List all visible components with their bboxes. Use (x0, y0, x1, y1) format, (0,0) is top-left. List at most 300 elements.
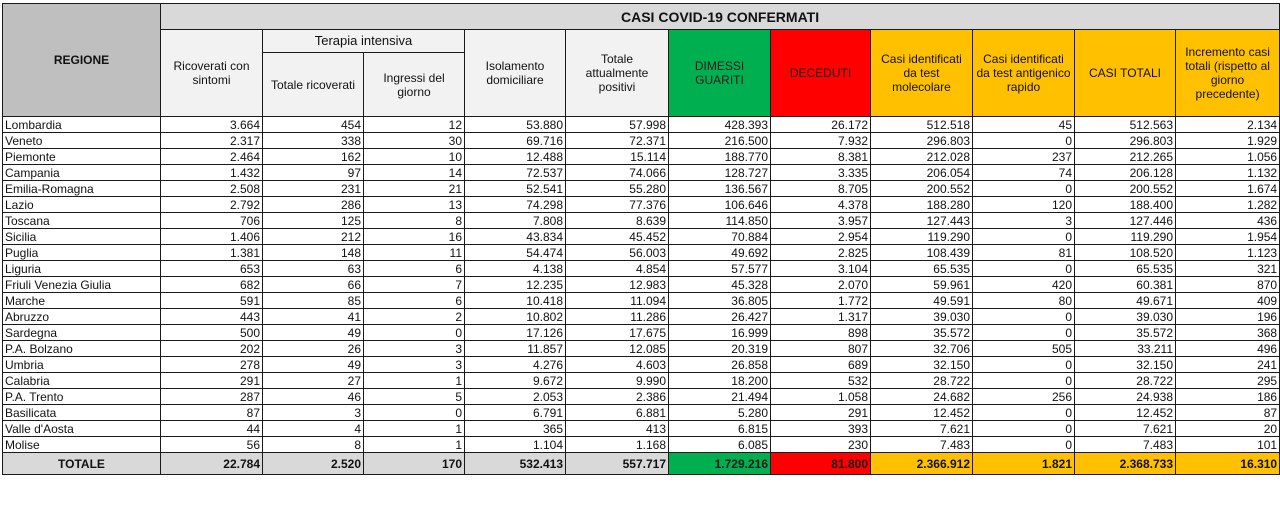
cell-casi-totali: 108.520 (1075, 245, 1176, 261)
cell-deceduti: 8.705 (771, 181, 871, 197)
cell-casi-totali: 12.452 (1075, 405, 1176, 421)
cell-regione: Campania (3, 165, 161, 181)
header-molecolare: Casi identificati da test molecolare (871, 30, 973, 117)
cell-ti-ingressi: 6 (364, 293, 465, 309)
cell-incremento: 241 (1176, 357, 1280, 373)
cell-casi-totali: 188.400 (1075, 197, 1176, 213)
cell-incremento: 87 (1176, 405, 1280, 421)
cell-incremento: 1.929 (1176, 133, 1280, 149)
total-ricoverati: 22.784 (161, 453, 263, 475)
cell-dimessi: 36.805 (669, 293, 771, 309)
total-incremento: 16.310 (1176, 453, 1280, 475)
cell-casi-totali: 24.938 (1075, 389, 1176, 405)
cell-ti-totale: 212 (263, 229, 364, 245)
cell-regione: Sicilia (3, 229, 161, 245)
cell-molecolare: 35.572 (871, 325, 973, 341)
cell-casi-totali: 512.563 (1075, 117, 1176, 133)
cell-ricoverati: 2.464 (161, 149, 263, 165)
cell-regione: Basilicata (3, 405, 161, 421)
table-row (3, 181, 1280, 197)
header-deceduti: DECEDUTI (771, 30, 871, 117)
cell-isolamento: 12.235 (465, 277, 566, 293)
cell-molecolare: 7.621 (871, 421, 973, 437)
cell-incremento: 1.132 (1176, 165, 1280, 181)
cell-casi-totali: 200.552 (1075, 181, 1176, 197)
cell-ti-ingressi: 5 (364, 389, 465, 405)
cell-casi-totali: 7.483 (1075, 437, 1176, 453)
cell-ti-totale: 27 (263, 373, 364, 389)
cell-dimessi: 216.500 (669, 133, 771, 149)
cell-isolamento: 69.716 (465, 133, 566, 149)
total-positivi: 557.717 (566, 453, 669, 475)
cell-regione: Piemonte (3, 149, 161, 165)
cell-ricoverati: 682 (161, 277, 263, 293)
cell-ti-totale: 66 (263, 277, 364, 293)
cell-ti-totale: 49 (263, 325, 364, 341)
header-dimessi: DIMESSI GUARITI (669, 30, 771, 117)
cell-ti-totale: 162 (263, 149, 364, 165)
cell-isolamento: 10.418 (465, 293, 566, 309)
cell-ti-totale: 49 (263, 357, 364, 373)
cell-isolamento: 72.537 (465, 165, 566, 181)
cell-incremento: 1.954 (1176, 229, 1280, 245)
cell-antigenico: 81 (973, 245, 1075, 261)
cell-dimessi: 26.427 (669, 309, 771, 325)
cell-deceduti: 2.070 (771, 277, 871, 293)
cell-ti-totale: 286 (263, 197, 364, 213)
cell-deceduti: 3.957 (771, 213, 871, 229)
cell-isolamento: 17.126 (465, 325, 566, 341)
cell-regione: Liguria (3, 261, 161, 277)
cell-ti-ingressi: 7 (364, 277, 465, 293)
cell-ti-totale: 4 (263, 421, 364, 437)
cell-positivi: 56.003 (566, 245, 669, 261)
cell-deceduti: 898 (771, 325, 871, 341)
cell-molecolare: 108.439 (871, 245, 973, 261)
header-ricoverati: Ricoverati con sintomi (161, 30, 263, 117)
cell-casi-totali: 49.671 (1075, 293, 1176, 309)
cell-incremento: 1.674 (1176, 181, 1280, 197)
cell-isolamento: 53.880 (465, 117, 566, 133)
table-row (3, 277, 1280, 293)
cell-ti-ingressi: 16 (364, 229, 465, 245)
cell-isolamento: 1.104 (465, 437, 566, 453)
header-regione: REGIONE (3, 4, 161, 117)
table-row (3, 341, 1280, 357)
cell-casi-totali: 119.290 (1075, 229, 1176, 245)
cell-ti-totale: 338 (263, 133, 364, 149)
cell-deceduti: 7.932 (771, 133, 871, 149)
total-dimessi: 1.729.216 (669, 453, 771, 475)
total-isolamento: 532.413 (465, 453, 566, 475)
cell-casi-totali: 28.722 (1075, 373, 1176, 389)
cell-deceduti: 8.381 (771, 149, 871, 165)
table-row (3, 421, 1280, 437)
cell-dimessi: 70.884 (669, 229, 771, 245)
cell-isolamento: 54.474 (465, 245, 566, 261)
cell-ricoverati: 2.317 (161, 133, 263, 149)
cell-casi-totali: 296.803 (1075, 133, 1176, 149)
cell-ti-totale: 148 (263, 245, 364, 261)
cell-deceduti: 230 (771, 437, 871, 453)
cell-dimessi: 188.770 (669, 149, 771, 165)
cell-ricoverati: 202 (161, 341, 263, 357)
total-ti-ingressi: 170 (364, 453, 465, 475)
cell-isolamento: 10.802 (465, 309, 566, 325)
cell-antigenico: 0 (973, 405, 1075, 421)
table-row (3, 165, 1280, 181)
total-molecolare: 2.366.912 (871, 453, 973, 475)
cell-molecolare: 59.961 (871, 277, 973, 293)
cell-ricoverati: 443 (161, 309, 263, 325)
header-antigenico: Casi identificati da test antigenico rapido (973, 30, 1075, 117)
total-label: TOTALE (3, 453, 161, 475)
cell-molecolare: 24.682 (871, 389, 973, 405)
cell-isolamento: 7.808 (465, 213, 566, 229)
cell-isolamento: 9.672 (465, 373, 566, 389)
cell-ricoverati: 44 (161, 421, 263, 437)
cell-casi-totali: 7.621 (1075, 421, 1176, 437)
total-casi-totali: 2.368.733 (1075, 453, 1176, 475)
cell-casi-totali: 39.030 (1075, 309, 1176, 325)
cell-ti-ingressi: 1 (364, 373, 465, 389)
cell-antigenico: 0 (973, 181, 1075, 197)
cell-regione: Molise (3, 437, 161, 453)
cell-ti-totale: 231 (263, 181, 364, 197)
cell-deceduti: 1.317 (771, 309, 871, 325)
cell-ti-ingressi: 3 (364, 341, 465, 357)
cell-incremento: 2.134 (1176, 117, 1280, 133)
cell-ti-totale: 41 (263, 309, 364, 325)
cell-dimessi: 6.085 (669, 437, 771, 453)
cell-isolamento: 52.541 (465, 181, 566, 197)
cell-dimessi: 6.815 (669, 421, 771, 437)
cell-ricoverati: 591 (161, 293, 263, 309)
cell-positivi: 45.452 (566, 229, 669, 245)
cell-molecolare: 28.722 (871, 373, 973, 389)
cell-regione: Emilia-Romagna (3, 181, 161, 197)
cell-antigenico: 74 (973, 165, 1075, 181)
cell-antigenico: 3 (973, 213, 1075, 229)
cell-isolamento: 4.276 (465, 357, 566, 373)
table-row (3, 389, 1280, 405)
cell-incremento: 295 (1176, 373, 1280, 389)
cell-ti-ingressi: 30 (364, 133, 465, 149)
cell-isolamento: 4.138 (465, 261, 566, 277)
cell-dimessi: 114.850 (669, 213, 771, 229)
cell-molecolare: 512.518 (871, 117, 973, 133)
cell-casi-totali: 35.572 (1075, 325, 1176, 341)
cell-positivi: 4.854 (566, 261, 669, 277)
header-terapia-intensiva: Terapia intensiva (263, 30, 465, 53)
cell-ti-ingressi: 1 (364, 437, 465, 453)
cell-ti-ingressi: 2 (364, 309, 465, 325)
cell-regione: Lombardia (3, 117, 161, 133)
cell-ricoverati: 3.664 (161, 117, 263, 133)
cell-ricoverati: 2.792 (161, 197, 263, 213)
header-incremento: Incremento casi totali (rispetto al giorno precedente) (1176, 30, 1280, 117)
cell-incremento: 409 (1176, 293, 1280, 309)
cell-ti-totale: 26 (263, 341, 364, 357)
header-ingressi: Ingressi del giorno (364, 53, 465, 117)
cell-ricoverati: 278 (161, 357, 263, 373)
cell-casi-totali: 65.535 (1075, 261, 1176, 277)
cell-positivi: 413 (566, 421, 669, 437)
cell-deceduti: 807 (771, 341, 871, 357)
cell-ti-ingressi: 6 (364, 261, 465, 277)
cell-ricoverati: 291 (161, 373, 263, 389)
cell-incremento: 321 (1176, 261, 1280, 277)
cell-positivi: 4.603 (566, 357, 669, 373)
cell-positivi: 2.386 (566, 389, 669, 405)
cell-regione: Abruzzo (3, 309, 161, 325)
cell-incremento: 1.282 (1176, 197, 1280, 213)
cell-ricoverati: 87 (161, 405, 263, 421)
cell-ti-ingressi: 11 (364, 245, 465, 261)
cell-ti-totale: 454 (263, 117, 364, 133)
cell-ti-ingressi: 14 (364, 165, 465, 181)
cell-positivi: 17.675 (566, 325, 669, 341)
cell-regione: P.A. Trento (3, 389, 161, 405)
cell-positivi: 55.280 (566, 181, 669, 197)
cell-deceduti: 3.335 (771, 165, 871, 181)
cell-incremento: 20 (1176, 421, 1280, 437)
cell-deceduti: 2.954 (771, 229, 871, 245)
cell-antigenico: 0 (973, 261, 1075, 277)
table-row (3, 405, 1280, 421)
cell-molecolare: 32.706 (871, 341, 973, 357)
cell-ricoverati: 1.406 (161, 229, 263, 245)
cell-positivi: 1.168 (566, 437, 669, 453)
cell-positivi: 15.114 (566, 149, 669, 165)
cell-molecolare: 296.803 (871, 133, 973, 149)
cell-deceduti: 3.104 (771, 261, 871, 277)
cell-dimessi: 128.727 (669, 165, 771, 181)
cell-dimessi: 49.692 (669, 245, 771, 261)
cell-molecolare: 212.028 (871, 149, 973, 165)
cell-molecolare: 206.054 (871, 165, 973, 181)
cell-ti-ingressi: 8 (364, 213, 465, 229)
cell-incremento: 1.056 (1176, 149, 1280, 165)
cell-ti-totale: 97 (263, 165, 364, 181)
cell-dimessi: 428.393 (669, 117, 771, 133)
cell-molecolare: 65.535 (871, 261, 973, 277)
cell-ti-totale: 46 (263, 389, 364, 405)
cell-ti-totale: 3 (263, 405, 364, 421)
cell-antigenico: 256 (973, 389, 1075, 405)
cell-ricoverati: 56 (161, 437, 263, 453)
header-isolamento: Isolamento domiciliare (465, 30, 566, 117)
table-row (3, 357, 1280, 373)
cell-molecolare: 39.030 (871, 309, 973, 325)
cell-antigenico: 0 (973, 437, 1075, 453)
cell-isolamento: 74.298 (465, 197, 566, 213)
cell-ti-ingressi: 1 (364, 421, 465, 437)
cell-antigenico: 0 (973, 357, 1075, 373)
cell-ti-ingressi: 21 (364, 181, 465, 197)
cell-positivi: 74.066 (566, 165, 669, 181)
cell-ti-totale: 125 (263, 213, 364, 229)
cell-antigenico: 237 (973, 149, 1075, 165)
cell-dimessi: 21.494 (669, 389, 771, 405)
cell-ricoverati: 500 (161, 325, 263, 341)
cell-deceduti: 532 (771, 373, 871, 389)
cell-isolamento: 6.791 (465, 405, 566, 421)
cell-regione: Calabria (3, 373, 161, 389)
cell-regione: Valle d'Aosta (3, 421, 161, 437)
cell-casi-totali: 206.128 (1075, 165, 1176, 181)
table-row (3, 229, 1280, 245)
cell-casi-totali: 60.381 (1075, 277, 1176, 293)
cell-deceduti: 26.172 (771, 117, 871, 133)
cell-casi-totali: 32.150 (1075, 357, 1176, 373)
cell-ricoverati: 1.432 (161, 165, 263, 181)
cell-isolamento: 11.857 (465, 341, 566, 357)
cell-incremento: 196 (1176, 309, 1280, 325)
cell-regione: Sardegna (3, 325, 161, 341)
cell-ti-ingressi: 10 (364, 149, 465, 165)
cell-dimessi: 45.328 (669, 277, 771, 293)
cell-isolamento: 365 (465, 421, 566, 437)
cell-ti-totale: 85 (263, 293, 364, 309)
cell-incremento: 368 (1176, 325, 1280, 341)
cell-positivi: 11.094 (566, 293, 669, 309)
cell-dimessi: 16.999 (669, 325, 771, 341)
cell-deceduti: 1.772 (771, 293, 871, 309)
cell-incremento: 436 (1176, 213, 1280, 229)
table-title: CASI COVID-19 CONFERMATI (161, 4, 1280, 30)
cell-antigenico: 45 (973, 117, 1075, 133)
cell-ricoverati: 2.508 (161, 181, 263, 197)
total-row (3, 453, 1280, 475)
cell-ricoverati: 1.381 (161, 245, 263, 261)
cell-incremento: 870 (1176, 277, 1280, 293)
cell-molecolare: 200.552 (871, 181, 973, 197)
cell-deceduti: 1.058 (771, 389, 871, 405)
cell-positivi: 77.376 (566, 197, 669, 213)
cell-positivi: 12.983 (566, 277, 669, 293)
cell-dimessi: 106.646 (669, 197, 771, 213)
cell-ricoverati: 653 (161, 261, 263, 277)
total-ti-totale: 2.520 (263, 453, 364, 475)
cell-regione: Umbria (3, 357, 161, 373)
table-row (3, 149, 1280, 165)
cell-dimessi: 57.577 (669, 261, 771, 277)
cell-dimessi: 26.858 (669, 357, 771, 373)
table-row (3, 325, 1280, 341)
cell-ti-ingressi: 12 (364, 117, 465, 133)
cell-regione: Lazio (3, 197, 161, 213)
cell-deceduti: 2.825 (771, 245, 871, 261)
cell-dimessi: 20.319 (669, 341, 771, 357)
cell-molecolare: 188.280 (871, 197, 973, 213)
cell-regione: P.A. Bolzano (3, 341, 161, 357)
cell-ti-totale: 8 (263, 437, 364, 453)
cell-antigenico: 0 (973, 309, 1075, 325)
cell-antigenico: 0 (973, 421, 1075, 437)
cell-positivi: 11.286 (566, 309, 669, 325)
cell-isolamento: 12.488 (465, 149, 566, 165)
cell-ti-ingressi: 13 (364, 197, 465, 213)
cell-isolamento: 2.053 (465, 389, 566, 405)
cell-positivi: 12.085 (566, 341, 669, 357)
table-row (3, 437, 1280, 453)
cell-casi-totali: 127.446 (1075, 213, 1176, 229)
cell-deceduti: 4.378 (771, 197, 871, 213)
table-row (3, 309, 1280, 325)
cell-dimessi: 136.567 (669, 181, 771, 197)
cell-regione: Puglia (3, 245, 161, 261)
cell-positivi: 72.371 (566, 133, 669, 149)
cell-antigenico: 0 (973, 133, 1075, 149)
cell-molecolare: 127.443 (871, 213, 973, 229)
cell-regione: Marche (3, 293, 161, 309)
table-row (3, 213, 1280, 229)
cell-ti-ingressi: 0 (364, 405, 465, 421)
cell-incremento: 1.123 (1176, 245, 1280, 261)
cell-casi-totali: 212.265 (1075, 149, 1176, 165)
covid-cases-table (2, 3, 1280, 475)
cell-ricoverati: 287 (161, 389, 263, 405)
header-casi-totali: CASI TOTALI (1075, 30, 1176, 117)
cell-casi-totali: 33.211 (1075, 341, 1176, 357)
table-row (3, 245, 1280, 261)
cell-deceduti: 291 (771, 405, 871, 421)
cell-ti-ingressi: 3 (364, 357, 465, 373)
cell-positivi: 6.881 (566, 405, 669, 421)
cell-ti-ingressi: 0 (364, 325, 465, 341)
cell-incremento: 186 (1176, 389, 1280, 405)
cell-molecolare: 12.452 (871, 405, 973, 421)
cell-positivi: 8.639 (566, 213, 669, 229)
cell-antigenico: 0 (973, 325, 1075, 341)
total-antigenico: 1.821 (973, 453, 1075, 475)
cell-molecolare: 7.483 (871, 437, 973, 453)
cell-molecolare: 32.150 (871, 357, 973, 373)
table-row (3, 373, 1280, 389)
table-row (3, 133, 1280, 149)
cell-isolamento: 43.834 (465, 229, 566, 245)
cell-ricoverati: 706 (161, 213, 263, 229)
cell-antigenico: 0 (973, 373, 1075, 389)
table-row (3, 293, 1280, 309)
cell-regione: Toscana (3, 213, 161, 229)
header-totale-positivi: Totale attualmente positivi (566, 30, 669, 117)
cell-deceduti: 689 (771, 357, 871, 373)
cell-dimessi: 5.280 (669, 405, 771, 421)
total-deceduti: 81.800 (771, 453, 871, 475)
cell-antigenico: 80 (973, 293, 1075, 309)
table-row (3, 261, 1280, 277)
cell-dimessi: 18.200 (669, 373, 771, 389)
cell-incremento: 101 (1176, 437, 1280, 453)
cell-ti-totale: 63 (263, 261, 364, 277)
cell-deceduti: 393 (771, 421, 871, 437)
cell-antigenico: 505 (973, 341, 1075, 357)
cell-incremento: 496 (1176, 341, 1280, 357)
header-totale-ricoverati: Totale ricoverati (263, 53, 364, 117)
cell-regione: Veneto (3, 133, 161, 149)
cell-antigenico: 420 (973, 277, 1075, 293)
table-row (3, 197, 1280, 213)
cell-antigenico: 0 (973, 229, 1075, 245)
cell-positivi: 57.998 (566, 117, 669, 133)
cell-positivi: 9.990 (566, 373, 669, 389)
cell-molecolare: 119.290 (871, 229, 973, 245)
cell-antigenico: 120 (973, 197, 1075, 213)
cell-molecolare: 49.591 (871, 293, 973, 309)
table-row (3, 117, 1280, 133)
